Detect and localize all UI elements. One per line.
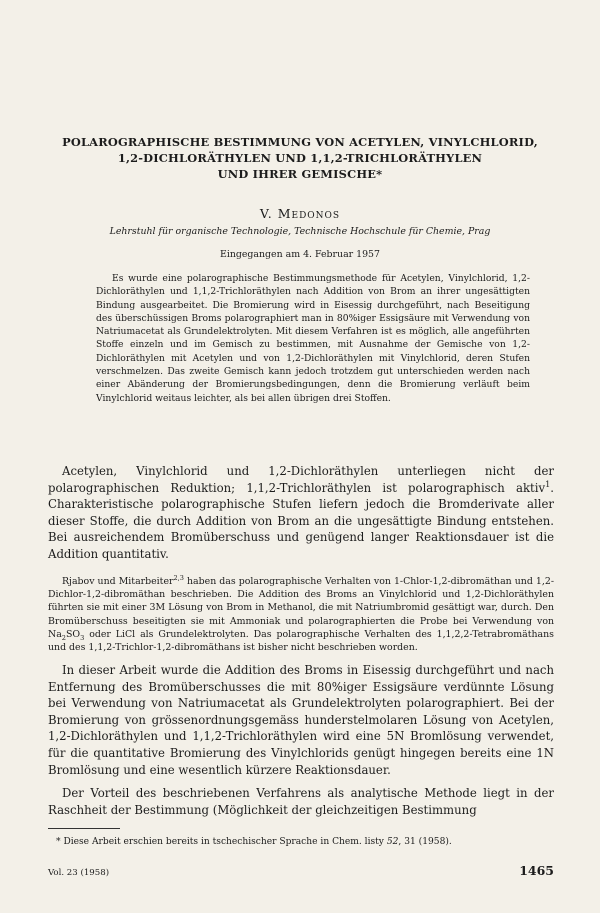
author-name: V. Medonos bbox=[259, 206, 341, 221]
text-run: , 31 (1958). bbox=[398, 837, 452, 847]
body-paragraph-2 bbox=[48, 575, 554, 654]
text-run: Acetylen, Vinylchlorid und 1,2-Dichloräthylen unterliegen nicht der polarographischen Reduktion; 1,1,2-Trichloräthylen ist polarographisch aktiv bbox=[48, 464, 554, 495]
normal-unit: N bbox=[394, 729, 405, 744]
journal-volume-line: Vol. 23 (1958) bbox=[48, 868, 110, 878]
footnote-marker: * bbox=[56, 837, 61, 847]
subscript: 3 bbox=[80, 633, 85, 642]
text-run: Diese Arbeit erschien bereits in tschechischer Sprache in Chem. listy bbox=[60, 837, 387, 847]
text-run: Lösung von Brom in Methanol, die mit Natriumbromid gesättigt war, durch. Den Bromüberschuss beseitigten sie mit Ammoniak und polarographierten die Probe bei Verwendung von Na bbox=[48, 602, 554, 640]
text-run: SO bbox=[65, 628, 81, 640]
title-line-1: POLAROGRAPHISCHE BESTIMMUNG VON ACETYLEN, VINYLCHLORID, bbox=[62, 135, 538, 149]
journal-volume: 52 bbox=[386, 837, 399, 847]
text-run: Bromlösung verwendet, für die quantitative Bromierung des Vinylchlorids genügt hingegen bereits eine 1 bbox=[48, 729, 554, 760]
author-affiliation: Lehrstuhl für organische Technologie, Technische Hochschule für Chemie, Prag bbox=[109, 226, 491, 237]
text-run: . Charakteristische polarographische Stufen liefern jedoch die Bromderivate aller dieser Stoffe, die durch Addition von Brom an die ungesättigte Bindung entstehen. Bei ausreichendem Bromüberschuss und genügend langer Reaktionsdauer ist die Addition quantitativ. bbox=[48, 480, 554, 561]
normal-unit: N bbox=[543, 745, 554, 760]
text-run: oder LiCl als Grundelektrolyten. Das polarographische Verhalten des 1,1,2,2-Tetrabromäthans und des 1,1,2-Trichlor-1,2-dibromäthans ist bisher nicht beschrieben worden. bbox=[48, 628, 554, 654]
text-run: Rjabov und Mitarbeiter bbox=[62, 576, 174, 587]
abstract: Es wurde eine polarographische Bestimmungsmethode für Acetylen, Vinylchlorid, 1,2-Dichloräthylen und 1,1,2-Trichloräthylen nach Addition von Brom an ihrer ungesättigten Bindung ausgearbeitet. Die Bromierung wird in Eisessig durchgeführt, nach Beseitigung des überschüssigen Broms polarographiert man in 80%iger Essigsäure mit Verwendung von Natriumacetat als Grundelektrolyten. Mit diesem Verfahren ist es möglich, alle angeführten Stoffe einzeln und im Gemisch zu bestimmen, mit Ausnahme der Gemische von 1,2-Dichloräthylen mit Acetylen und von 1,2-Dichloräthylen mit Vinylchlorid, deren Stufen verschmelzen. Das zweite Gemisch kann jedoch trotzdem gut unterschieden werden nach einer Abänderung der Bromierungsbedingungen, denn die Bromierung verläuft beim Vinylchlorid weitaus leichter, als bei allen übrigen drei Stoffen. bbox=[96, 273, 530, 404]
footnote bbox=[48, 836, 554, 848]
title-line-2: 1,2-DICHLORÄTHYLEN UND 1,1,2-TRICHLORÄTHYLEN bbox=[117, 151, 483, 165]
article-title bbox=[40, 134, 560, 182]
title-line-3: UND IHRER GEMISCHE* bbox=[217, 167, 383, 181]
body-paragraph-3 bbox=[48, 662, 554, 778]
text-run: Bromlösung und eine wesentlich kürzere Reaktionsdauer. bbox=[48, 762, 391, 777]
citation-superscript: 1 bbox=[545, 478, 551, 489]
text-run: haben das polarographische Verhalten von 1-Chlor-1,2-dibromäthan und 1,2-Dichlor-1,2-dibromäthan beschrieben. Die Addition des Broms an Vinylchlorid und 1,2-Dichloräthylen führten sie mit einer 3 bbox=[48, 576, 554, 614]
received-date: Eingegangen am 4. Februar 1957 bbox=[220, 249, 380, 260]
body-paragraph-1 bbox=[48, 463, 554, 563]
footnote-rule bbox=[48, 828, 120, 829]
molar-unit: M bbox=[155, 602, 166, 614]
text-run: In dieser Arbeit wurde die Addition des Broms in Eisessig durchgeführt und nach Entfernung des Bromüberschusses die mit 80%iger Essigsäure verdünnte Lösung bei Verwendung von Natriumacetat als Grundelektrolyten polarographiert. Bei der Bromierung von grössenordnungsgemäss hunderstelmolaren Lösung von Acetylen, 1,2-Dichloräthylen und 1,1,2-Trichloräthylen wird eine 5 bbox=[48, 663, 554, 744]
body-paragraph-4: Der Vorteil des beschriebenen Verfahrens als analytische Methode liegt in der Raschheit der Bestimmung (Möglichkeit der gleichzeitigen Bestimmung bbox=[48, 786, 554, 817]
citation-superscript: 2,3 bbox=[173, 573, 184, 582]
page-number: 1465 bbox=[519, 863, 554, 878]
subscript: 2 bbox=[61, 633, 66, 642]
